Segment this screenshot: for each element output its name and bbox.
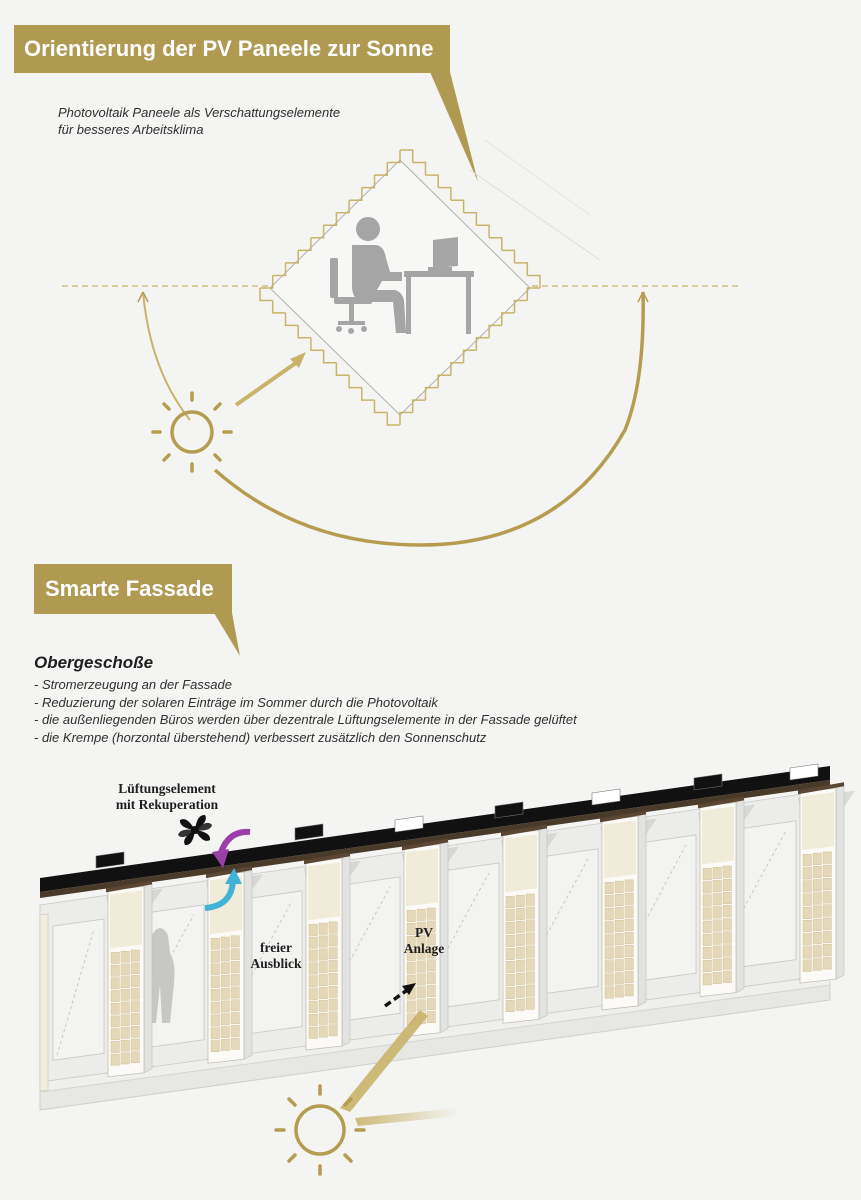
pv-cell [111,978,119,989]
pv-cell [329,986,337,997]
pv-cell [111,1029,119,1040]
pv-cell [625,945,633,957]
label-line: Lüftungselement [118,781,216,796]
pv-cell [211,1015,219,1026]
pv-cell [516,921,524,932]
pv-cell [211,977,219,988]
pv-cell [823,892,831,904]
pv-cell [221,1039,229,1050]
section1-subtitle [58,104,398,138]
pv-cell [407,962,415,973]
list-item: - Reduzierung der solaren Einträge im Sommer durch die Photovoltaik [34,694,438,710]
pv-cell [111,1016,119,1027]
pv-cell [823,865,831,877]
fan-icon [178,815,212,845]
pv-cell [703,974,711,986]
pv-cell [526,985,534,996]
pv-cell [309,1014,317,1025]
fin-side [836,784,844,979]
fin-side [638,812,646,1006]
pv-cell [605,948,613,960]
pv-cell [121,1053,129,1064]
pv-cell [131,1014,139,1025]
fin-side [539,826,547,1019]
pv-cell [211,951,219,962]
pv-cell [713,894,721,906]
pv-cell [506,987,514,998]
pv-cell [506,909,514,920]
pv-cell [803,881,811,893]
pv-cell [329,973,337,984]
section2-heading: Obergeschoße [34,653,154,672]
pv-cell [427,1011,435,1022]
pv-cell [703,934,711,946]
pv-cell [121,977,129,988]
pv-cell [823,958,831,970]
pv-cell [131,1039,139,1050]
pv-cell [813,880,821,892]
pv-cell [231,974,239,985]
pv-cell [526,946,534,957]
roof-unit [96,852,124,868]
pv-cell [506,961,514,972]
list-item: - die außenliegenden Büros werden über dezentrale Lüftungselemente in der Fassade gelüftet [34,712,577,727]
pv-cell [823,905,831,917]
pv-cell [111,965,119,976]
pv-cell [319,975,327,986]
pv-cell [427,973,435,984]
pv-cell [823,852,831,864]
pv-cell [516,895,524,906]
pv-cell [506,935,514,946]
section1-title-banner [14,25,450,73]
pv-cell [121,951,129,962]
pv-cell [221,937,229,948]
pv-cell [605,882,613,894]
pv-cell [605,895,613,907]
sun-icon-bottom [276,1086,364,1174]
perforated-panel [110,890,142,948]
pv-cell [723,919,731,931]
list-item: - die Krempe (horzontal überstehend) verbessert zusätzlich den Sonnenschutz [34,729,487,745]
pv-cell [131,950,139,961]
pv-cell [823,918,831,930]
pv-cell [121,964,129,975]
pv-cell [813,853,821,865]
feature-list [34,676,577,746]
pv-cell [723,892,731,904]
pv-cell [231,1000,239,1011]
pv-cell [625,984,633,996]
pv-cell [516,908,524,919]
pv-cell [516,973,524,984]
perforated-panel [308,862,340,920]
pv-cell [823,944,831,956]
roof-unit [295,824,323,840]
pv-cell [723,945,731,957]
pv-cell [427,986,435,997]
pv-cell [803,947,811,959]
pv-cell [319,1000,327,1011]
pv-cell [221,1014,229,1025]
pv-cell [823,931,831,943]
pv-cell [615,973,623,985]
pv-cell [211,1041,219,1052]
pv-cell [121,1027,129,1038]
pv-cell [131,1026,139,1037]
pv-cell [231,1025,239,1036]
pv-cell [713,946,721,958]
pv-cell [131,1001,139,1012]
pv-cell [615,907,623,919]
pv-cell [516,986,524,997]
label-pv-system [392,925,456,957]
label-line: freier [260,940,292,955]
pv-cell [803,868,811,880]
pv-cell [211,1028,219,1039]
fin-side [736,798,744,992]
pv-cell [823,878,831,890]
banner2-tail [214,613,240,656]
pv-cell [723,932,731,944]
pv-cell [221,988,229,999]
pv-cell [427,908,435,919]
pv-cell [526,933,534,944]
pv-cell [319,987,327,998]
label-line: PV [415,925,433,940]
pv-cell [625,906,633,918]
pv-cell [329,1025,337,1036]
pv-cell [211,989,219,1000]
pv-cell [211,938,219,949]
pv-cell [723,866,731,878]
pv-cell [803,894,811,906]
pv-cell [319,923,327,934]
pv-cell [615,933,623,945]
pv-cell [417,1000,425,1011]
fin-side [144,882,152,1072]
pv-cell [605,987,613,999]
pv-cell [131,988,139,999]
pv-cell [605,974,613,986]
pv-cell [516,934,524,945]
pv-cell [319,962,327,973]
pv-cell [427,999,435,1010]
pv-cell [605,961,613,973]
pv-cell [615,894,623,906]
pv-cell [803,960,811,972]
pv-cell [417,909,425,920]
pv-cell [506,974,514,985]
pv-cell [407,1001,415,1012]
pv-cell [131,963,139,974]
pv-cell [625,958,633,970]
pv-cell [803,934,811,946]
pv-cell [309,976,317,987]
pv-cell [813,906,821,918]
perforated-panel [604,820,636,878]
pv-cell [526,894,534,905]
pv-cell [526,972,534,983]
pv-cell [417,974,425,985]
room-outline [270,160,530,415]
pv-cell [703,895,711,907]
pv-cell [625,971,633,983]
section2-title: Smarte Fassade [45,576,214,601]
pv-cell [703,960,711,972]
perforated-panel [702,806,734,864]
pv-cell [813,866,821,878]
pv-cell [625,893,633,905]
pv-cell [615,920,623,932]
pv-cell [329,960,337,971]
pv-cell [813,932,821,944]
pv-cell [417,961,425,972]
pv-cell [319,1026,327,1037]
pv-cell [526,959,534,970]
pv-cell [231,1013,239,1024]
pv-cell [516,947,524,958]
pv-cell [703,947,711,959]
pv-cell [615,960,623,972]
perforated-panel [406,848,438,906]
pv-cell [427,960,435,971]
label-free-view [238,940,314,972]
pv-cell [506,1000,514,1011]
pv-cell [231,1038,239,1049]
pv-cell [625,880,633,892]
pv-cell [516,960,524,971]
pv-cell [703,882,711,894]
pv-cell [615,946,623,958]
subtitle-line2: für besseres Arbeitsklima [58,122,204,137]
pv-cell [803,920,811,932]
pv-cell [329,999,337,1010]
pv-cell [713,920,721,932]
pv-cell [221,1001,229,1012]
pv-cell [319,949,327,960]
pv-cell [516,999,524,1010]
label-line: Ausblick [250,956,302,971]
pv-cell [723,958,731,970]
pv-cell [211,964,219,975]
pv-cell [221,950,229,961]
pv-cell [221,963,229,974]
pv-cell [121,1040,129,1051]
pv-cell [813,893,821,905]
pv-cell [417,987,425,998]
pv-cell [329,1012,337,1023]
pv-cell [309,1001,317,1012]
pv-cell [121,1002,129,1013]
pv-cell [605,908,613,920]
pv-cell [231,987,239,998]
pv-cell [111,1041,119,1052]
pv-cell [813,959,821,971]
pv-cell [121,989,129,1000]
pv-cell [211,1002,219,1013]
pv-cell [615,881,623,893]
pv-cell [713,867,721,879]
banner1-tail [430,72,478,182]
pv-cell [813,946,821,958]
pv-cell [625,932,633,944]
pv-cell [111,991,119,1002]
label-line: Anlage [403,941,445,956]
pv-cell [111,1054,119,1065]
pv-cell [703,868,711,880]
pv-cell [121,1015,129,1026]
pv-cell [506,922,514,933]
perforated-panel [802,792,834,850]
pv-cell [319,1013,327,1024]
pv-cell [309,924,317,935]
pv-cell [526,998,534,1009]
pv-cell [713,880,721,892]
pv-cell [605,922,613,934]
pv-cell [506,896,514,907]
section2-title-banner [34,564,232,614]
pv-cell [813,919,821,931]
pv-cell [803,854,811,866]
pv-cell [526,920,534,931]
window-bay [53,919,104,1060]
pv-cell [131,1052,139,1063]
pv-cell [713,959,721,971]
sun-icon [153,393,231,471]
pv-cell [625,919,633,931]
pv-cell [803,907,811,919]
pv-cell [221,1027,229,1038]
pv-cell [329,935,337,946]
pv-cell [407,910,415,921]
perforated-panel [505,834,537,892]
pv-cell [713,972,721,984]
pv-cell [111,1003,119,1014]
label-line: mit Rekuperation [115,797,219,812]
pv-cell [713,907,721,919]
subtitle-line1: Photovoltaik Paneele als Verschattungselemente [58,105,341,120]
pv-cell [221,975,229,986]
pv-cell [605,935,613,947]
pv-cell [309,989,317,1000]
pv-cell [526,907,534,918]
pv-cell [713,933,721,945]
sun-path-arc [143,292,190,420]
pv-cell [309,1027,317,1038]
list-item: - Stromerzeugung an der Fassade [34,677,232,692]
pv-cell [329,948,337,959]
pv-cell [703,921,711,933]
pv-cell [131,975,139,986]
pv-cell [703,908,711,920]
pv-cell [723,879,731,891]
pv-cell [111,952,119,963]
fin-side [342,854,350,1046]
label-ventilation-element [92,781,242,813]
pv-cell [615,986,623,998]
section1-title: Orientierung der PV Paneele zur Sonne [24,36,434,61]
fin-edge [40,914,48,1091]
pv-cell [723,905,731,917]
pv-cell [723,971,731,983]
pv-cell [506,948,514,959]
pv-cell [329,922,337,933]
orientation-diagram [62,140,740,545]
pv-cell [319,936,327,947]
